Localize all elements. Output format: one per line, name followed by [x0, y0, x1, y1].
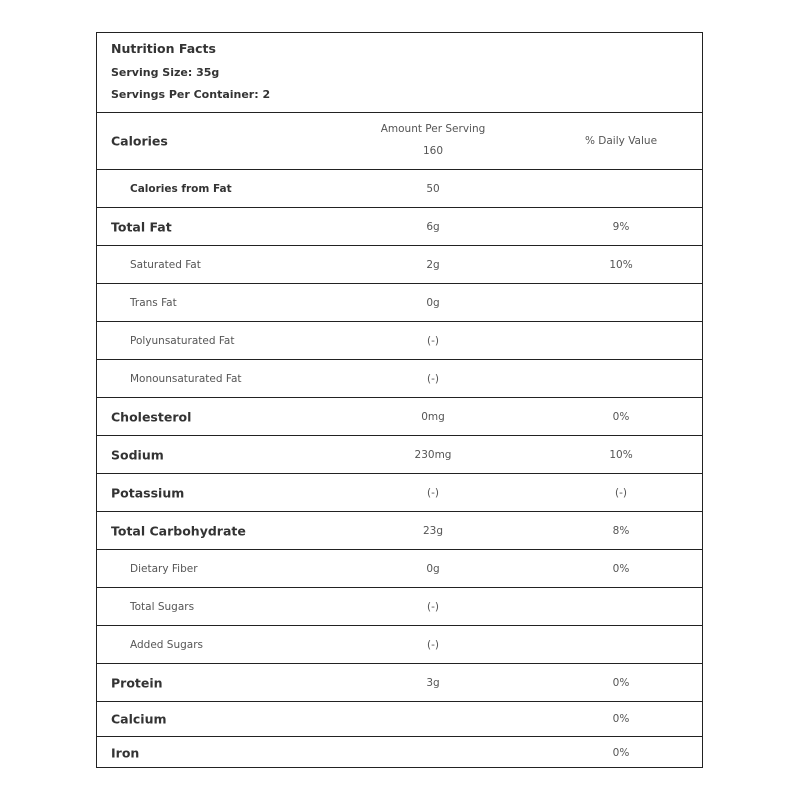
nutrient-amount: 230mg	[414, 448, 452, 461]
nutrient-amount: 0g	[426, 296, 440, 309]
nutrient-label: Total Carbohydrate	[111, 523, 246, 538]
nutrient-amount: 0mg	[421, 410, 445, 423]
nutrient-row-potassium	[97, 474, 702, 512]
nutrient-row-calories-from-fat	[97, 170, 702, 208]
nutrient-amount: (-)	[427, 334, 439, 347]
nutrition-header	[97, 33, 702, 113]
nutrient-daily-value: 10%	[609, 448, 633, 461]
page-title: Nutrition Facts	[111, 41, 216, 56]
calories-amount: 160	[422, 145, 444, 157]
calories-row	[97, 113, 702, 170]
nutrient-row-monounsaturated-fat	[97, 360, 702, 398]
nutrient-amount: (-)	[427, 638, 439, 651]
nutrient-amount: (-)	[427, 372, 439, 385]
nutrient-row-sodium	[97, 436, 702, 474]
calories-label: Calories	[111, 133, 168, 149]
nutrient-amount: 23g	[422, 524, 444, 537]
nutrient-row-total-fat	[97, 208, 702, 246]
nutrient-daily-value: 0%	[612, 747, 630, 759]
nutrient-label: Polyunsaturated Fat	[130, 334, 235, 347]
nutrient-amount: 0g	[426, 562, 440, 575]
amount-per-serving-header: Amount Per Serving	[380, 123, 486, 135]
nutrient-label: Calories from Fat	[130, 182, 232, 195]
nutrient-daily-value: 8%	[612, 524, 630, 537]
nutrient-label: Monounsaturated Fat	[130, 372, 242, 385]
nutrient-row-dietary-fiber	[97, 550, 702, 588]
nutrient-label: Total Sugars	[130, 600, 195, 613]
nutrient-label: Total Fat	[111, 219, 172, 234]
servings-per-container: Servings Per Container: 2	[111, 88, 271, 101]
nutrient-daily-value: 0%	[612, 676, 630, 689]
nutrient-daily-value: 0%	[612, 410, 630, 423]
nutrient-daily-value: 10%	[609, 258, 633, 271]
nutrient-label: Cholesterol	[111, 409, 192, 424]
nutrient-label: Added Sugars	[130, 638, 203, 651]
nutrient-row-protein	[97, 664, 702, 702]
nutrition-facts-panel	[96, 32, 703, 768]
nutrient-row-added-sugars	[97, 626, 702, 664]
nutrient-row-iron	[97, 737, 702, 769]
nutrient-row-cholesterol	[97, 398, 702, 436]
nutrient-label: Sodium	[111, 447, 164, 462]
nutrient-label: Protein	[111, 675, 163, 690]
nutrient-label: Saturated Fat	[130, 258, 201, 271]
nutrient-amount: 2g	[426, 258, 440, 271]
nutrient-label: Calcium	[111, 711, 167, 727]
nutrient-row-calcium	[97, 702, 702, 737]
nutrient-label: Iron	[111, 745, 140, 761]
nutrient-daily-value: 0%	[612, 562, 630, 575]
nutrient-daily-value: 9%	[612, 220, 630, 233]
daily-value-header: % Daily Value	[584, 135, 658, 147]
serving-size: Serving Size: 35g	[111, 66, 220, 79]
nutrient-amount: 6g	[426, 220, 440, 233]
nutrient-amount: 50	[426, 182, 440, 195]
nutrient-amount: 3g	[426, 676, 440, 689]
nutrient-label: Trans Fat	[130, 296, 177, 309]
nutrient-label: Dietary Fiber	[130, 562, 198, 575]
nutrient-row-total-sugars	[97, 588, 702, 626]
nutrient-row-trans-fat	[97, 284, 702, 322]
nutrient-amount: (-)	[427, 486, 439, 499]
nutrient-row-total-carbohydrate	[97, 512, 702, 550]
nutrient-amount: (-)	[427, 600, 439, 613]
nutrient-daily-value: 0%	[612, 713, 630, 725]
nutrient-row-saturated-fat	[97, 246, 702, 284]
nutrient-label: Potassium	[111, 485, 185, 500]
nutrient-row-polyunsaturated-fat	[97, 322, 702, 360]
nutrient-daily-value: (-)	[615, 486, 627, 499]
